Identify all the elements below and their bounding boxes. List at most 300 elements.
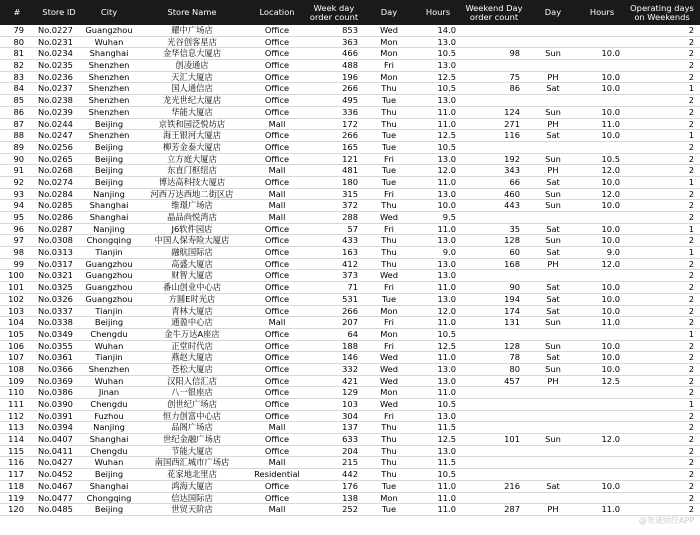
cell-operating-days: 2 (688, 36, 694, 47)
cell-city: Nanjing (93, 223, 125, 234)
table-row (0, 481, 700, 493)
cell-weekend-count: 101 (504, 434, 520, 445)
cell-weekend-hours: 11.0 (601, 118, 620, 129)
cell-store-name: 金华信息大厦店 (162, 48, 222, 59)
cell-weekday-hours: 10.5 (437, 141, 456, 152)
cell-weekend-day (526, 446, 580, 458)
cell-weekday-hours: 12.5 (437, 130, 456, 141)
cell-weekday-hours: 12.0 (437, 165, 456, 176)
cell-store-name: 龙光世纪大厦店 (162, 95, 222, 106)
cell-location: Mall (268, 200, 286, 211)
cell-index: 99 (13, 258, 24, 269)
cell-city: Nanjing (93, 188, 125, 199)
cell-weekday-hours: 13.0 (437, 95, 456, 106)
cell-operating-days: 2 (688, 60, 694, 71)
cell-weekday-day: Fri (384, 340, 394, 351)
cell-weekday-count: 71 (347, 282, 358, 293)
cell-store-id: No.0485 (38, 504, 73, 515)
cell-weekend-count (462, 37, 520, 49)
cell-index: 80 (13, 36, 24, 47)
cell-location: Office (264, 445, 290, 456)
cell-weekend-count (462, 329, 520, 341)
cell-location: Office (264, 434, 290, 445)
cell-operating-days: 2 (688, 25, 694, 35)
cell-weekend-hours: 12.0 (601, 188, 620, 199)
cell-weekday-day: Thu (381, 422, 397, 433)
cell-weekday-hours: 13.0 (437, 235, 456, 246)
cell-operating-days: 2 (688, 340, 694, 351)
cell-store-name: 苍松大厦店 (171, 363, 213, 374)
cell-weekday-count: 315 (342, 188, 358, 199)
table-row (0, 411, 700, 423)
cell-weekday-hours: 13.0 (437, 188, 456, 199)
cell-location: Office (264, 480, 290, 491)
cell-weekend-day: Sun (545, 48, 561, 59)
cell-weekend-day: Sat (546, 83, 560, 94)
cell-location: Office (264, 106, 290, 117)
cell-weekend-day (526, 411, 580, 423)
cell-operating-days: 2 (688, 422, 694, 433)
cell-weekday-count: 332 (342, 363, 358, 374)
cell-weekend-hours: 11.0 (601, 504, 620, 515)
cell-weekday-count: 433 (342, 235, 358, 246)
cell-location: Office (264, 223, 290, 234)
cell-weekday-day: Thu (381, 106, 397, 117)
cell-weekday-hours: 12.5 (437, 434, 456, 445)
cell-weekend-day: Sun (545, 340, 561, 351)
cell-weekend-day: Sat (546, 305, 560, 316)
table-row (0, 259, 700, 271)
cell-weekend-count: 75 (509, 71, 520, 82)
cell-city: Fuzhou (94, 410, 124, 421)
cell-operating-days: 1 (688, 247, 694, 258)
cell-store-id: No.0337 (38, 305, 73, 316)
cell-weekday-day: Tue (381, 141, 397, 152)
cell-index: 89 (13, 141, 24, 152)
cell-city: Wuhan (94, 36, 124, 47)
cell-weekday-count: 853 (342, 25, 358, 35)
cell-weekend-hours (580, 399, 620, 411)
cell-weekend-hours (580, 60, 620, 72)
cell-index: 113 (8, 422, 24, 433)
cell-weekday-day: Fri (384, 317, 394, 328)
cell-weekday-hours: 10.5 (437, 399, 456, 409)
cell-location: Office (264, 328, 290, 339)
cell-store-name: 创凌通店 (175, 60, 209, 71)
cell-weekday-count: 373 (342, 270, 358, 281)
cell-weekday-count: 531 (342, 293, 358, 304)
cell-weekday-count: 137 (342, 422, 358, 433)
cell-store-name: 节能大厦店 (171, 445, 213, 456)
cell-store-id: No.0238 (38, 95, 73, 106)
cell-operating-days: 2 (688, 118, 694, 129)
header-store-id: Store ID (42, 7, 76, 17)
cell-store-name: 方圆E时光店 (168, 293, 216, 304)
cell-city: Beijing (94, 118, 124, 129)
cell-city: Shenzhen (88, 83, 130, 94)
cell-location: Office (264, 36, 290, 47)
cell-operating-days: 1 (688, 176, 694, 187)
table-row (0, 469, 700, 481)
cell-store-name: 中国人保寿险大厦店 (154, 235, 230, 246)
cell-weekend-day (526, 493, 580, 505)
cell-weekday-count: 163 (342, 247, 358, 258)
cell-store-id: No.0265 (38, 153, 73, 164)
cell-store-name: 品阁广场店 (171, 422, 213, 433)
cell-location: Office (264, 352, 290, 363)
cell-weekday-count: 488 (342, 60, 358, 71)
cell-weekend-day: PH (547, 258, 559, 269)
cell-weekend-hours (580, 422, 620, 434)
cell-location: Office (264, 258, 290, 269)
cell-weekend-day (526, 329, 580, 341)
cell-store-name: 世纪金融广场店 (162, 434, 222, 445)
cell-weekday-hours: 13.0 (437, 60, 456, 71)
cell-weekday-count: 129 (342, 387, 358, 398)
cell-weekend-count: 86 (509, 83, 520, 94)
cell-weekend-day (526, 399, 580, 411)
cell-store-id: No.0235 (38, 60, 73, 71)
table-header (0, 0, 700, 25)
cell-store-id: No.0407 (38, 434, 73, 445)
cell-weekend-hours: 10.0 (601, 106, 620, 117)
cell-index: 98 (13, 247, 24, 258)
cell-index: 92 (13, 176, 24, 187)
cell-store-id: No.0313 (38, 247, 73, 258)
cell-weekend-hours (580, 37, 620, 49)
cell-weekday-day: Tue (381, 480, 397, 491)
cell-weekday-hours: 11.0 (437, 480, 456, 491)
cell-weekday-hours: 13.0 (437, 36, 456, 47)
cell-location: Mall (268, 212, 286, 222)
table-row (0, 189, 700, 201)
cell-weekend-count: 343 (504, 165, 520, 176)
cell-weekend-count: 98 (509, 48, 520, 59)
cell-store-id: No.0369 (38, 375, 73, 386)
cell-weekday-hours: 12.5 (437, 340, 456, 351)
cell-location: Office (264, 95, 290, 106)
table-row (0, 317, 700, 329)
cell-store-id: No.0274 (38, 176, 73, 187)
cell-weekend-count (462, 95, 520, 107)
cell-weekday-hours: 13.0 (437, 270, 456, 281)
cell-weekend-day: Sun (545, 200, 561, 211)
cell-weekday-day: Tue (381, 504, 397, 515)
cell-operating-days: 2 (688, 141, 694, 152)
cell-weekend-count (462, 387, 520, 399)
cell-weekend-day: PH (547, 118, 559, 129)
cell-weekend-day: Sat (546, 176, 560, 187)
cell-weekend-count: 80 (509, 363, 520, 374)
cell-weekday-day: Wed (379, 375, 399, 386)
cell-weekend-day (526, 95, 580, 107)
header-city: City (100, 7, 118, 17)
cell-store-id: No.0386 (38, 387, 73, 398)
cell-index: 114 (8, 434, 24, 445)
cell-location: Office (264, 410, 290, 421)
cell-weekday-hours: 11.0 (437, 352, 456, 363)
cell-operating-days: 2 (688, 235, 694, 246)
cell-store-id: No.0286 (38, 212, 73, 222)
cell-weekend-count: 78 (509, 352, 520, 363)
cell-weekday-hours: 11.0 (437, 492, 456, 503)
cell-store-name: 立方庭大厦店 (167, 153, 217, 164)
cell-city: Chengdu (90, 399, 128, 409)
cell-weekend-count: 131 (504, 317, 520, 328)
cell-operating-days: 2 (688, 305, 694, 316)
cell-weekday-hours: 9.5 (442, 212, 456, 222)
cell-weekday-count: 176 (342, 480, 358, 491)
cell-weekday-hours: 13.0 (437, 445, 456, 456)
cell-weekday-count: 336 (342, 106, 358, 117)
cell-weekday-hours: 10.5 (437, 83, 456, 94)
cell-index: 103 (8, 305, 24, 316)
table-row (0, 60, 700, 72)
cell-weekday-hours: 11.5 (437, 457, 456, 468)
cell-weekday-day: Thu (381, 83, 397, 94)
cell-operating-days: 2 (688, 293, 694, 304)
cell-city: Shenzhen (88, 95, 130, 106)
cell-location: Office (264, 492, 290, 503)
cell-city: Shanghai (89, 480, 129, 491)
cell-store-name: 八一银座店 (171, 387, 213, 398)
cell-operating-days: 2 (688, 492, 694, 503)
cell-operating-days: 2 (688, 445, 694, 456)
cell-index: 100 (8, 270, 24, 281)
cell-weekday-day: Mon (380, 48, 398, 59)
cell-index: 102 (8, 293, 24, 304)
cell-weekday-hours: 10.5 (437, 48, 456, 59)
cell-location: Office (264, 130, 290, 141)
cell-weekend-day (526, 60, 580, 72)
cell-index: 109 (8, 375, 24, 386)
cell-city: Shanghai (89, 48, 129, 59)
cell-weekday-day: Mon (380, 305, 398, 316)
cell-weekend-day: Sat (546, 480, 560, 491)
table-row (0, 306, 700, 318)
cell-store-id: No.0477 (38, 492, 73, 503)
cell-store-id: No.0234 (38, 48, 73, 59)
cell-store-name: 海王银河大厦店 (162, 130, 222, 141)
cell-weekday-day: Fri (384, 282, 394, 293)
cell-weekend-hours: 10.0 (601, 293, 620, 304)
cell-location: Office (264, 305, 290, 316)
cell-index: 112 (8, 410, 24, 421)
cell-location: Mall (268, 317, 286, 328)
cell-weekday-count: 146 (342, 352, 358, 363)
header-index: # (13, 7, 21, 17)
cell-weekend-day (526, 25, 580, 37)
cell-weekend-count: 66 (509, 176, 520, 187)
cell-weekend-count: 60 (509, 247, 520, 258)
cell-weekend-count: 128 (504, 340, 520, 351)
cell-store-name: 番山创业中心店 (162, 282, 222, 293)
cell-weekend-count: 443 (504, 200, 520, 211)
cell-store-name: 燕赵大厦店 (171, 352, 213, 363)
cell-city: Shenzhen (88, 130, 130, 141)
cell-store-id: No.0338 (38, 317, 73, 328)
cell-weekday-day: Thu (381, 235, 397, 246)
cell-store-name: J6软件园店 (171, 223, 213, 234)
cell-index: 118 (8, 480, 24, 491)
cell-city: Shanghai (89, 200, 129, 211)
cell-location: Office (264, 247, 290, 258)
cell-city: Beijing (94, 176, 124, 187)
cell-location: Office (264, 141, 290, 152)
cell-operating-days: 2 (688, 387, 694, 398)
cell-operating-days: 2 (688, 352, 694, 363)
cell-store-id: No.0256 (38, 141, 73, 152)
cell-operating-days: 2 (688, 410, 694, 421)
cell-index: 119 (8, 492, 24, 503)
cell-operating-days: 2 (688, 375, 694, 386)
cell-city: Shenzhen (88, 363, 130, 374)
cell-city: Shanghai (89, 212, 129, 222)
cell-weekend-day (526, 270, 580, 282)
cell-weekend-hours: 12.0 (601, 165, 620, 176)
cell-weekday-day: Wed (379, 25, 399, 35)
cell-weekend-count: 124 (504, 106, 520, 117)
cell-weekday-day: Thu (381, 457, 397, 468)
cell-city: Wuhan (94, 457, 124, 468)
cell-weekday-day: Wed (379, 212, 399, 222)
cell-weekday-hours: 10.5 (437, 469, 456, 480)
cell-weekend-hours: 10.0 (601, 480, 620, 491)
cell-weekday-day: Thu (381, 434, 397, 445)
cell-weekend-day: Sun (545, 235, 561, 246)
cell-weekend-day: Sat (546, 223, 560, 234)
cell-location: Office (264, 363, 290, 374)
cell-index: 110 (8, 387, 24, 398)
table-row (0, 376, 700, 388)
cell-operating-days: 1 (688, 328, 694, 339)
header-store-name: Store Name (167, 7, 217, 17)
cell-operating-days: 2 (688, 212, 694, 222)
cell-weekend-day (526, 387, 580, 399)
cell-weekday-hours: 11.0 (437, 387, 456, 398)
table-row (0, 270, 700, 282)
cell-weekend-hours: 10.0 (601, 352, 620, 363)
cell-city: Guangzhou (85, 293, 133, 304)
cell-location: Mall (268, 457, 286, 468)
cell-store-name: 汉阳人信汇店 (167, 375, 217, 386)
cell-city: Shenzhen (88, 71, 130, 82)
cell-store-id: No.0287 (38, 223, 73, 234)
table-row (0, 224, 700, 236)
cell-store-name: 创世纪广场店 (167, 399, 217, 409)
table-row (0, 177, 700, 189)
cell-weekday-day: Mon (380, 387, 398, 398)
table-row (0, 107, 700, 119)
cell-location: Office (264, 83, 290, 94)
cell-location: Office (264, 25, 290, 35)
cell-store-id: No.0268 (38, 165, 73, 176)
table-row (0, 352, 700, 364)
cell-weekday-day: Fri (384, 153, 394, 164)
cell-weekend-day: Sat (546, 130, 560, 141)
cell-city: Guangzhou (85, 25, 133, 35)
cell-weekend-count (462, 446, 520, 458)
cell-store-name: 鸿海大厦店 (171, 480, 213, 491)
cell-location: Office (264, 235, 290, 246)
cell-weekend-day: Sun (545, 434, 561, 445)
cell-weekday-count: 266 (342, 83, 358, 94)
cell-operating-days: 1 (688, 130, 694, 141)
cell-index: 111 (8, 399, 24, 409)
cell-store-id: No.0394 (38, 422, 73, 433)
table-row (0, 235, 700, 247)
cell-store-name: 世贸天阶店 (171, 504, 213, 515)
cell-weekday-count: 188 (342, 340, 358, 351)
table-row (0, 142, 700, 154)
cell-weekday-day: Tue (381, 130, 397, 141)
cell-weekend-count: 271 (504, 118, 520, 129)
cell-store-name: 青林大厦店 (171, 305, 213, 316)
cell-location: Office (264, 48, 290, 59)
table-row (0, 434, 700, 446)
cell-weekday-count: 372 (342, 200, 358, 211)
cell-weekend-day (526, 212, 580, 224)
cell-weekday-day: Fri (384, 223, 394, 234)
header-weekend-hours: Hours (589, 7, 615, 17)
cell-location: Office (264, 340, 290, 351)
cell-weekend-count (462, 422, 520, 434)
table-row (0, 457, 700, 469)
cell-city: Chengdu (90, 328, 128, 339)
cell-city: Shenzhen (88, 106, 130, 117)
cell-store-id: No.0321 (38, 270, 73, 281)
cell-index: 97 (13, 235, 24, 246)
cell-weekend-count (462, 493, 520, 505)
cell-weekend-day: PH (547, 375, 559, 386)
cell-weekend-hours: 12.0 (601, 434, 620, 445)
cell-weekday-count: 138 (342, 492, 358, 503)
cell-store-name: 博达高科技大厦店 (158, 176, 226, 187)
header-weekend-day: Day (544, 7, 562, 17)
cell-weekday-hours: 9.0 (442, 247, 456, 258)
cell-store-name: 维璟广场店 (171, 200, 213, 211)
table-row (0, 504, 700, 516)
cell-index: 94 (13, 200, 24, 211)
cell-location: Mall (268, 188, 286, 199)
cell-index: 101 (8, 282, 24, 293)
cell-weekday-count: 57 (347, 223, 358, 234)
cell-store-id: No.0355 (38, 340, 73, 351)
cell-weekday-day: Wed (379, 363, 399, 374)
cell-weekend-hours (580, 142, 620, 154)
cell-index: 82 (13, 60, 24, 71)
cell-location: Office (264, 387, 290, 398)
cell-store-id: No.0411 (38, 445, 73, 456)
cell-index: 104 (8, 317, 24, 328)
cell-store-name: 华能大厦店 (171, 106, 213, 117)
cell-city: Beijing (94, 317, 124, 328)
cell-weekday-hours: 10.0 (437, 200, 456, 211)
cell-weekend-day: PH (547, 165, 559, 176)
cell-store-name: 耀中广场店 (171, 25, 213, 35)
cell-weekday-hours: 11.0 (437, 118, 456, 129)
cell-weekday-day: Fri (384, 188, 394, 199)
cell-store-name: 国人通信店 (171, 83, 213, 94)
cell-index: 81 (13, 48, 24, 59)
watermark: @智通财经APP (638, 516, 694, 525)
cell-store-id: No.0236 (38, 71, 73, 82)
cell-city: Beijing (94, 153, 124, 164)
table-row (0, 165, 700, 177)
cell-store-id: No.0452 (38, 469, 73, 480)
cell-location: Office (264, 71, 290, 82)
cell-weekday-count: 363 (342, 36, 358, 47)
